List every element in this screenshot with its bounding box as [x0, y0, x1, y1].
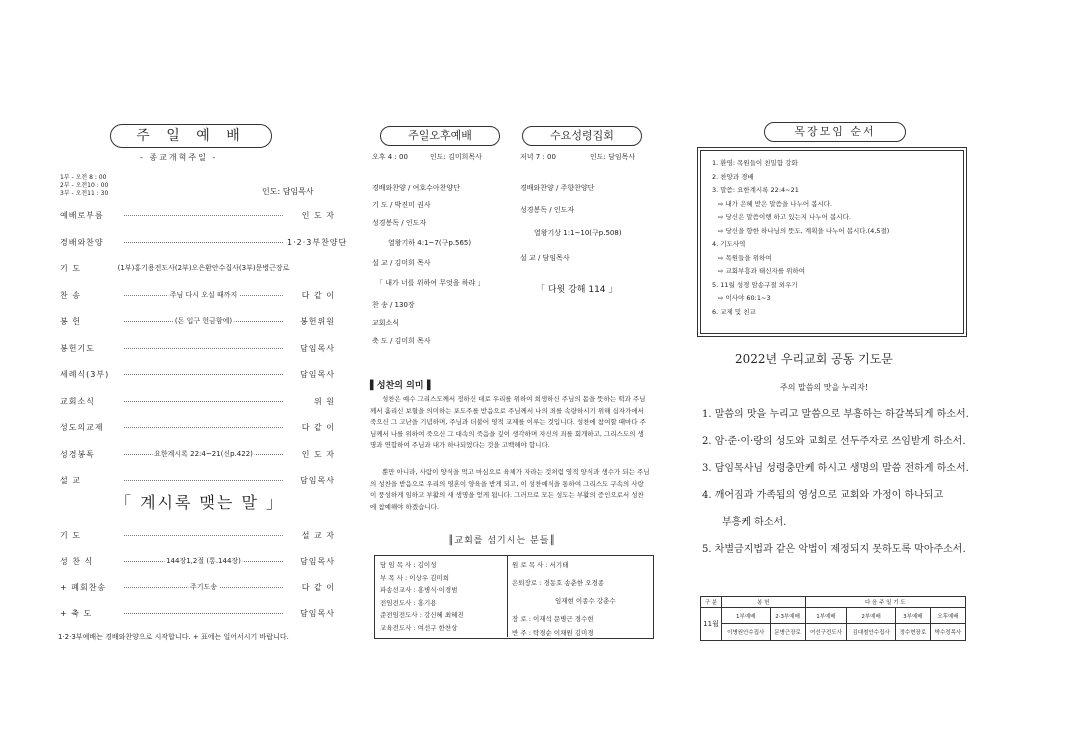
order-detail: 144장1,2절 (통.144장) — [166, 557, 241, 565]
afternoon-line: 찬 송 / 130장 — [372, 301, 415, 309]
rot-sub: 3부예배 — [895, 608, 930, 624]
order-label: + 축 도 — [60, 609, 93, 618]
cell-item: ⇨ 내가 은혜 받은 말씀을 나누어 봅시다. — [718, 199, 833, 208]
rot-name: 여선구전도사 — [805, 624, 847, 641]
cell-item: 2. 찬양과 경배 — [712, 172, 754, 181]
order-detail: 요한계시록 22:4~21(신p.422) — [154, 449, 253, 458]
order-leader: 담임목사 — [300, 557, 335, 566]
staff-left-line: 전임전도사 : 홍기용 — [380, 598, 437, 607]
order-label: 성도의교제 — [60, 423, 104, 432]
cell-item: 3. 말씀: 요한계시록 22:4~21 — [712, 186, 799, 194]
cell-item: ⇨ 당신은 말씀이행 하고 있는지 나누어 봅시다. — [718, 213, 851, 221]
order-leader: 위 원 — [314, 396, 335, 406]
staff-right-line: 임재현 이종수 강춘수 — [555, 597, 616, 605]
rot-h-service: 봉 헌 — [722, 597, 806, 608]
cell-item: ⇨ 목원들을 위하여 — [718, 253, 772, 262]
order-label: 세례식(3부) — [60, 370, 110, 379]
order-leader-dots — [124, 348, 283, 349]
order-leader: 다 같 이 — [301, 583, 335, 592]
rot-sub: 오후예배 — [930, 608, 965, 624]
afternoon-line: 설 교 / 김미희 목사 — [372, 259, 431, 267]
order-leader: 인 도 자 — [301, 449, 335, 459]
staff-title: ║교회를 섬기시는 분들║ — [448, 536, 556, 546]
order-row — [60, 608, 335, 619]
rot-name: 박수정목사 — [930, 624, 965, 641]
order-label: 봉헌기도 — [60, 343, 95, 353]
cell-item: ⇨ 교회부흥과 태신자를 위하여 — [718, 267, 805, 275]
wednesday-sermon: 「 다윗 강해 114 」 — [536, 285, 618, 295]
communion-heading: ▌성찬의 의미▐ — [370, 381, 431, 391]
rotation-table — [700, 596, 966, 641]
order-label: 성경봉독 — [60, 449, 95, 459]
rot-name: 문병근장로 — [770, 624, 805, 641]
cell-item: 6. 교제 및 친교 — [712, 307, 756, 316]
rot-name: 이병원안수집사 — [722, 624, 771, 641]
staff-left-line: 부 목 사 : 이상우 김미희 — [380, 573, 450, 582]
order-row — [60, 316, 335, 327]
order-label: 기 도 — [60, 264, 81, 273]
order-leader-dots — [124, 374, 283, 375]
wednesday-line: 경배와찬양 / 주향찬양단 — [520, 184, 595, 192]
order-leader: 1·2·3부찬양단 — [287, 237, 348, 247]
order-leader-dots — [124, 480, 283, 481]
order-row — [60, 475, 335, 486]
rot-sub: 1부예배 — [805, 608, 847, 624]
order-leader: 다 같 이 — [301, 290, 335, 300]
staff-right-line: 원 로 목 사 : 서기태 — [512, 561, 569, 569]
prayer-item: 1. 말씀의 맛을 누리고 말씀으로 부흥하는 하갈복되게 하소서. — [702, 409, 969, 420]
order-leader-dots — [124, 242, 283, 243]
prayer-item: 부흥케 하소서. — [722, 517, 787, 528]
prayer-intro: 주의 말씀의 맛을 누리자! — [780, 383, 869, 392]
order-row — [60, 530, 335, 541]
prayer-item: 4. 깨어짐과 가족됨의 영성으로 교회와 가정이 하나되고 — [702, 490, 944, 501]
cell-title-box: 목장모임 순서 — [764, 122, 906, 142]
rot-h-gubun: 구 분 — [701, 597, 722, 608]
order-leader: 담임목사 — [300, 476, 335, 485]
staff-right-line: 장 로 : 이재석 문병근 경수현 — [512, 615, 594, 623]
order-row — [60, 290, 335, 301]
order-leader-dots — [124, 449, 283, 458]
staff-right-line: 은퇴장로 : 경동호 송춘한 오경종 — [512, 579, 605, 587]
cell-item: 4. 기도사역 — [712, 240, 746, 248]
wednesday-line: 열왕기상 1:1~10(구p.508) — [534, 229, 622, 237]
service-time-2: 2부 - 오전10 : 00 — [60, 182, 109, 189]
order-label: + 폐회찬송 — [60, 583, 107, 592]
order-row — [60, 582, 335, 593]
sermon-title: 「 계시록 맺는 말 」 — [115, 493, 285, 512]
afternoon-line: 열왕기하 4:1~7(구p.565) — [388, 239, 472, 247]
order-label: 예배로부름 — [60, 211, 104, 220]
order-leader: 다 같 이 — [301, 423, 335, 432]
rot-h-prayer: 다 음 주 일 기 도 — [805, 597, 965, 608]
afternoon-line: 기 도 / 박진미 권사 — [372, 201, 431, 209]
order-row — [60, 369, 335, 380]
order-label: 성 찬 식 — [60, 557, 94, 566]
order-label: 설 교 — [60, 476, 81, 485]
order-label: 기 도 — [60, 531, 81, 540]
footnote: 1·2·3부예배는 경배와찬양으로 시작합니다. + 표에는 일어서시기 바랍니다. — [58, 633, 289, 641]
wednesday-line: 설 교 / 담임목사 — [520, 254, 570, 262]
order-label: 경배와찬양 — [60, 237, 104, 247]
order-leader: 설 교 자 — [301, 531, 335, 540]
service-time-3: 3부 - 오전11 : 30 — [60, 190, 109, 197]
order-row — [60, 396, 335, 407]
worship-subtitle: - 종교개혁주일 - — [140, 153, 218, 162]
staff-divider — [507, 555, 508, 637]
order-leader: 담임목사 — [300, 370, 335, 379]
afternoon-line: 축 도 / 김미희 목사 — [372, 337, 431, 345]
prayer-item: 2. 암·준·이·랑의 성도와 교회로 선두주자로 쓰임받게 하소서. — [702, 436, 966, 447]
afternoon-line: 교회소식 — [372, 319, 400, 327]
order-leader-dots — [124, 215, 283, 216]
invocation-label: 인도: 담임목사 — [262, 187, 314, 196]
wednesday-line: 성경봉독 / 인도자 — [520, 206, 575, 214]
service-time-1: 1부 - 오전 8 : 00 — [60, 174, 107, 181]
order-row — [60, 422, 335, 433]
wednesday-title-box: 수요성령집회 — [522, 126, 642, 146]
prayer-item: 5. 차별금지법과 같은 악법이 제정되지 못하도록 막아주소서. — [702, 544, 966, 555]
staff-left-line: 파송선교사 : 홍병식·이경범 — [380, 586, 458, 594]
rot-month: 11월 — [701, 608, 722, 641]
order-row — [60, 237, 348, 248]
order-detail: (1부)홍기용전도사(2부)오은환안수집사(3부)문병근장로 — [117, 264, 290, 272]
order-leader-dots — [117, 264, 290, 272]
staff-left-line: 담 임 목 사 : 김이성 — [380, 561, 437, 569]
prayer-title: 2022년 우리교회 공동 기도문 — [735, 352, 893, 366]
cell-item: 1. 환영: 목원들이 친밀함 강화 — [712, 159, 798, 167]
prayer-item: 3. 담임목사님 성령충만케 하시고 생명의 말씀 전하게 하소서. — [702, 463, 969, 474]
afternoon-leader: 인도: 김미희목사 — [430, 153, 482, 161]
order-leader: 봉헌위원 — [300, 317, 335, 326]
order-label: 교회소식 — [60, 396, 95, 406]
order-row — [60, 210, 335, 221]
rot-sub: 1부예배 — [722, 608, 771, 624]
afternoon-line: 경배와찬양 / 여호수아찬양단 — [372, 184, 460, 192]
afternoon-time: 오후 4 : 00 — [372, 153, 408, 161]
order-leader-dots — [124, 401, 283, 402]
order-row — [60, 343, 335, 354]
order-detail: 주님 다시 오실 때까지 — [169, 290, 238, 299]
staff-right-line: 반 주 : 탁경순 이채원 김미경 — [512, 629, 594, 637]
communion-para-2: 뿐만 아니라, 사람이 양식을 먹고 마심으로 육체가 자라는 것처럼 영적 양식과 생수가 되는 주님의 성찬을 받음으로 우리의 영혼이 양육을 받게 되고, 이 성찬예식을 통하여 그리스도 구속의 사랑이 풍성하게 임하고 부활의 새 생명을 얻게 됩니다. 그러므로 모든 성도는 부활의 증인으로서 성찬에 참예해야 하겠습니다. — [370, 468, 650, 511]
rot-name: 정수현장로 — [895, 624, 930, 641]
rot-name: 김대철안수집사 — [847, 624, 896, 641]
order-row — [60, 449, 335, 460]
worship-title-box: 주 일 예 배 — [110, 124, 272, 148]
order-leader-dots — [124, 290, 283, 299]
afternoon-title-box: 주일오후예배 — [380, 126, 500, 146]
order-leader: 담임목사 — [300, 609, 335, 618]
wednesday-leader: 인도: 담임목사 — [590, 153, 636, 161]
order-leader-dots — [124, 583, 283, 591]
cell-item: ⇨ 당신을 향한 하나님의 뜻도, 계획을 나누어 봅시다.(4,5절) — [718, 226, 890, 235]
order-leader: 담임목사 — [300, 343, 335, 353]
rot-sub: 2부예배 — [847, 608, 896, 624]
staff-left-line: 준전임전도사 : 강신혜 최혜진 — [380, 611, 464, 619]
wednesday-time: 저녁 7 : 00 — [520, 153, 556, 161]
order-row — [60, 263, 335, 274]
order-detail: 주기도송 — [189, 583, 218, 591]
order-detail: (돈 입구 헌금함에) — [174, 317, 233, 325]
communion-para-1: 성찬은 예수 그리스도께서 정하신 대로 우리를 위하여 희생하신 주님의 몸을 뜻하는 떡과 주님께서 흘리신 보혈을 의미하는 포도주를 받음으로 주님께서 나의 죄를 속량하시기 위해 십자가에서 죽으신 그 고난을 기념하며, 주님과 더불어 영적 교제를 이루는 것입니다. 성찬에 참여할 때마다 주님께서 나를 위하여 죽으신 그 대속의 죽음을 깊이 생각하며 자신의 죄를 회개하고, 그리스도의 생명과 연합하여 주님과 내가 하나되었다는 것을 고백해야 합니다. — [370, 395, 646, 449]
order-leader-dots — [124, 427, 283, 428]
order-label: 찬 송 — [60, 290, 81, 300]
rot-sub: 2·3부예배 — [770, 608, 805, 624]
cell-item: 5. 11월 성경 암송구절 외우기 — [712, 280, 798, 289]
order-leader-dots — [124, 613, 283, 614]
cell-item: ⇨ 이사야 60:1~3 — [718, 294, 771, 302]
order-leader-dots — [124, 535, 283, 536]
order-row — [60, 556, 335, 567]
order-leader-dots — [124, 557, 283, 565]
afternoon-line: 「 내가 너를 위하여 무엇을 하랴 」 — [376, 279, 485, 287]
order-leader-dots — [124, 317, 283, 325]
afternoon-line: 성경봉독 / 인도자 — [372, 219, 427, 227]
staff-left-line: 교육전도사 : 여선구 한찬상 — [380, 623, 458, 632]
order-leader: 인 도 자 — [301, 211, 335, 220]
order-label: 봉 헌 — [60, 317, 81, 326]
